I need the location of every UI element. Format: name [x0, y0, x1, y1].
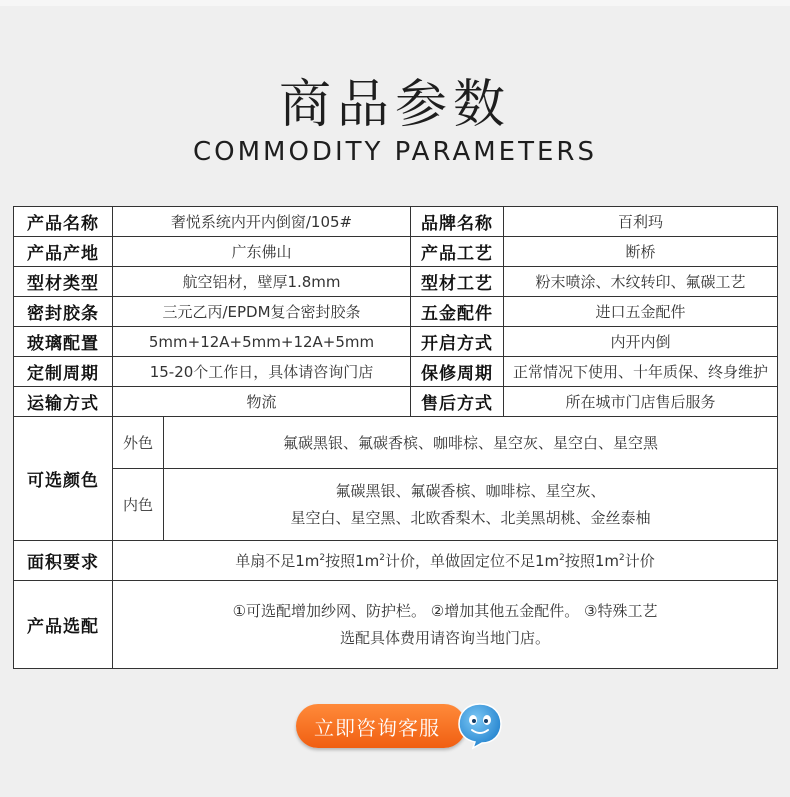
options-line: 选配具体费用请咨询当地门店。 [340, 628, 551, 647]
spec-label: 品牌名称 [411, 207, 504, 237]
table-row [14, 357, 778, 387]
inner-color-line: 星空白、星空黑、北欧香梨木、北美黑胡桃、金丝泰柚 [290, 508, 651, 527]
spec-value: 粉末喷涂、木纹转印、氟碳工艺 [504, 267, 778, 297]
superscript: 2 [379, 553, 385, 563]
section-subtitle: COMMODITY PARAMETERS [192, 137, 597, 167]
chat-bubble-icon[interactable] [455, 700, 505, 750]
table-row [14, 417, 778, 469]
spec-value: 广东佛山 [113, 237, 411, 267]
consult-service-label: 立即咨询客服 [314, 715, 440, 740]
spec-label: 开启方式 [411, 327, 504, 357]
area-text: 单扇不足1m [235, 552, 320, 570]
spec-label: 运输方式 [14, 387, 113, 417]
table-row [14, 297, 778, 327]
spec-label: 定制周期 [14, 357, 113, 387]
spec-label: 产品名称 [14, 207, 113, 237]
spec-label: 玻璃配置 [14, 327, 113, 357]
section-title: 商品参数 [278, 75, 511, 135]
spec-value: 奢悦系统内开内倒窗/105# [113, 207, 411, 237]
inner-color-line: 氟碳黑银、氟碳香槟、咖啡棕、星空灰、 [335, 481, 606, 500]
spec-value [113, 581, 778, 669]
spec-label: 产品选配 [14, 581, 113, 669]
spec-value [164, 469, 778, 541]
spec-value: 物流 [113, 387, 411, 417]
spec-value: 进口五金配件 [504, 297, 778, 327]
table-row [14, 327, 778, 357]
spec-value: 氟碳黑银、氟碳香槟、咖啡棕、星空灰、星空白、星空黑 [164, 417, 778, 469]
table-row [14, 387, 778, 417]
spec-label: 五金配件 [411, 297, 504, 327]
color-sub-label: 外色 [113, 417, 164, 469]
area-text: 计价，单做固定位不足1m [384, 552, 560, 570]
area-text: 按照1m [564, 552, 620, 570]
spec-label: 密封胶条 [14, 297, 113, 327]
color-sub-label: 内色 [113, 469, 164, 541]
spec-value: 三元乙丙/EPDM复合密封胶条 [113, 297, 411, 327]
superscript: 2 [319, 553, 326, 563]
consult-service-button[interactable] [296, 704, 466, 748]
table-row [14, 207, 778, 237]
table-row [14, 581, 778, 669]
spec-label: 可选颜色 [14, 417, 113, 541]
table-row [14, 469, 778, 541]
spec-value: 断桥 [504, 237, 778, 267]
spec-value: 正常情况下使用、十年质保、终身维护 [504, 357, 778, 387]
spec-label: 型材工艺 [411, 267, 504, 297]
spec-label: 型材类型 [14, 267, 113, 297]
table-row [14, 541, 778, 581]
spec-value: 航空铝材，壁厚1.8mm [113, 267, 411, 297]
table-row [14, 237, 778, 267]
spec-table [13, 206, 778, 669]
options-line: ①可选配增加纱网、防护栏。 ②增加其他五金配件。 ③特殊工艺 [232, 601, 658, 620]
spec-value: 5mm+12A+5mm+12A+5mm [113, 327, 411, 357]
spec-label: 产品产地 [14, 237, 113, 267]
spec-label: 产品工艺 [411, 237, 504, 267]
spec-value [113, 541, 778, 581]
spec-label: 面积要求 [14, 541, 113, 581]
table-row [14, 267, 778, 297]
spec-label: 售后方式 [411, 387, 504, 417]
superscript: 2 [619, 553, 625, 563]
area-text: 计价 [624, 552, 655, 570]
area-text: 按照1m [325, 552, 380, 570]
spec-label: 保修周期 [411, 357, 504, 387]
superscript: 2 [559, 553, 565, 563]
spec-value: 内开内倒 [504, 327, 778, 357]
spec-value: 所在城市门店售后服务 [504, 387, 778, 417]
spec-value: 百利玛 [504, 207, 778, 237]
spec-value: 15-20个工作日，具体请咨询门店 [113, 357, 411, 387]
